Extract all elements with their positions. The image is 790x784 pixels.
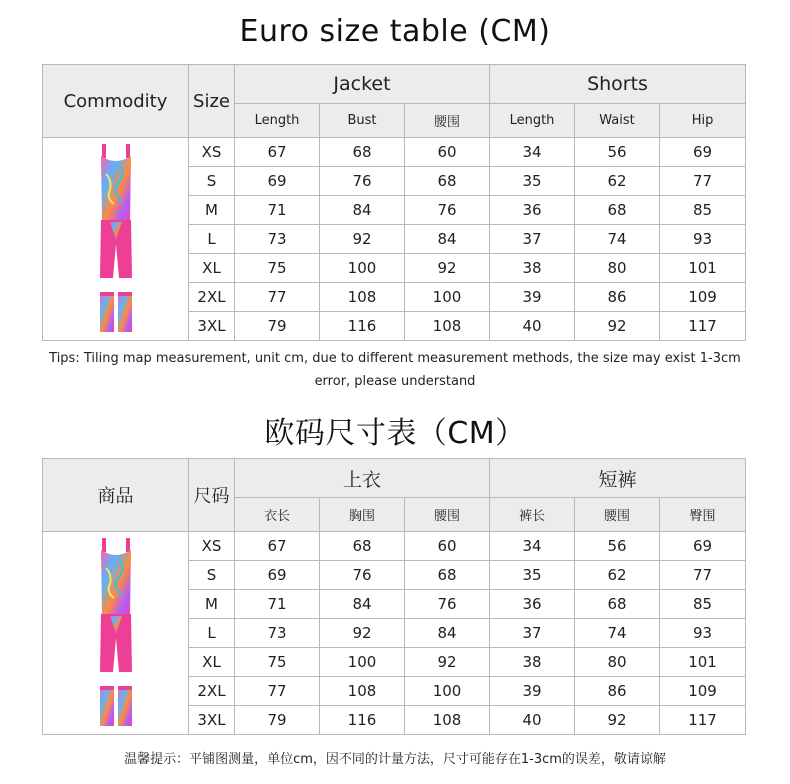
shorts-hip-cell: 85 xyxy=(660,590,746,619)
jacket-waist-cell: 60 xyxy=(405,138,490,167)
shorts-header: 短裤 xyxy=(490,459,746,498)
jacket-waist-cell: 92 xyxy=(405,254,490,283)
swimsuit-product-image xyxy=(96,538,136,728)
shorts-hip-cell: 69 xyxy=(660,532,746,561)
jacket-bust-header: Bust xyxy=(320,104,405,138)
jacket-waist-cell: 76 xyxy=(405,196,490,225)
shorts-length-cell: 37 xyxy=(490,225,575,254)
jacket-bust-cell: 100 xyxy=(320,254,405,283)
chinese-size-title: 欧码尺寸表（CM） xyxy=(264,416,526,451)
shorts-length-cell: 39 xyxy=(490,677,575,706)
shorts-hip-header: 臀围 xyxy=(660,498,746,532)
jacket-length-cell: 75 xyxy=(235,254,320,283)
shorts-hip-cell: 77 xyxy=(660,561,746,590)
jacket-bust-header: 胸围 xyxy=(320,498,405,532)
jacket-waist-cell: 76 xyxy=(405,590,490,619)
shorts-length-cell: 34 xyxy=(490,532,575,561)
product-cell xyxy=(43,532,189,735)
shorts-hip-cell: 109 xyxy=(660,283,746,312)
shorts-waist-cell: 56 xyxy=(575,138,660,167)
size-cell: XL xyxy=(189,254,235,283)
jacket-waist-cell: 68 xyxy=(405,167,490,196)
shorts-hip-cell: 117 xyxy=(660,706,746,735)
shorts-hip-cell: 77 xyxy=(660,167,746,196)
commodity-header: Commodity xyxy=(43,65,189,138)
shorts-hip-cell: 93 xyxy=(660,619,746,648)
jacket-length-cell: 67 xyxy=(235,532,320,561)
commodity-header: 商品 xyxy=(43,459,189,532)
table-row xyxy=(43,532,746,561)
shorts-waist-cell: 86 xyxy=(575,283,660,312)
size-cell: S xyxy=(189,167,235,196)
shorts-header: Shorts xyxy=(490,65,746,104)
jacket-length-header: 衣长 xyxy=(235,498,320,532)
size-header: 尺码 xyxy=(189,459,235,532)
shorts-waist-cell: 74 xyxy=(575,225,660,254)
jacket-waist-cell: 84 xyxy=(405,225,490,254)
shorts-waist-cell: 74 xyxy=(575,619,660,648)
jacket-waist-cell: 60 xyxy=(405,532,490,561)
shorts-length-header: 裤长 xyxy=(490,498,575,532)
size-cell: L xyxy=(189,225,235,254)
jacket-length-cell: 69 xyxy=(235,167,320,196)
jacket-bust-cell: 92 xyxy=(320,225,405,254)
jacket-waist-cell: 68 xyxy=(405,561,490,590)
jacket-length-cell: 73 xyxy=(235,619,320,648)
shorts-length-cell: 36 xyxy=(490,590,575,619)
size-cell: XS xyxy=(189,138,235,167)
jacket-waist-cell: 92 xyxy=(405,648,490,677)
product-cell xyxy=(43,138,189,341)
jacket-bust-cell: 76 xyxy=(320,561,405,590)
size-cell: M xyxy=(189,196,235,225)
jacket-length-cell: 77 xyxy=(235,677,320,706)
euro-size-title: Euro size table (CM) xyxy=(239,14,551,49)
shorts-hip-cell: 109 xyxy=(660,677,746,706)
shorts-length-cell: 39 xyxy=(490,283,575,312)
table-row xyxy=(43,138,746,167)
size-cell: 3XL xyxy=(189,312,235,341)
jacket-waist-cell: 108 xyxy=(405,706,490,735)
jacket-bust-cell: 84 xyxy=(320,196,405,225)
size-cell: XS xyxy=(189,532,235,561)
size-cell: L xyxy=(189,619,235,648)
jacket-bust-cell: 100 xyxy=(320,648,405,677)
jacket-bust-cell: 108 xyxy=(320,677,405,706)
shorts-length-cell: 38 xyxy=(490,254,575,283)
shorts-waist-cell: 92 xyxy=(575,312,660,341)
shorts-waist-cell: 80 xyxy=(575,254,660,283)
size-cell: XL xyxy=(189,648,235,677)
shorts-length-header: Length xyxy=(490,104,575,138)
shorts-length-cell: 37 xyxy=(490,619,575,648)
shorts-hip-cell: 93 xyxy=(660,225,746,254)
shorts-waist-cell: 56 xyxy=(575,532,660,561)
jacket-bust-cell: 116 xyxy=(320,312,405,341)
jacket-bust-cell: 76 xyxy=(320,167,405,196)
shorts-waist-cell: 62 xyxy=(575,561,660,590)
shorts-length-cell: 35 xyxy=(490,561,575,590)
shorts-hip-cell: 101 xyxy=(660,254,746,283)
jacket-waist-cell: 84 xyxy=(405,619,490,648)
shorts-hip-cell: 101 xyxy=(660,648,746,677)
jacket-length-header: Length xyxy=(235,104,320,138)
euro-size-table xyxy=(42,64,746,341)
shorts-hip-cell: 117 xyxy=(660,312,746,341)
jacket-waist-cell: 100 xyxy=(405,677,490,706)
size-cell: 3XL xyxy=(189,706,235,735)
size-cell: 2XL xyxy=(189,283,235,312)
jacket-length-cell: 71 xyxy=(235,196,320,225)
size-cell: S xyxy=(189,561,235,590)
shorts-hip-cell: 69 xyxy=(660,138,746,167)
shorts-hip-header: Hip xyxy=(660,104,746,138)
jacket-header: 上衣 xyxy=(235,459,490,498)
jacket-length-cell: 75 xyxy=(235,648,320,677)
shorts-length-cell: 35 xyxy=(490,167,575,196)
shorts-hip-cell: 85 xyxy=(660,196,746,225)
size-header: Size xyxy=(189,65,235,138)
jacket-length-cell: 79 xyxy=(235,706,320,735)
shorts-length-cell: 38 xyxy=(490,648,575,677)
shorts-waist-header: Waist xyxy=(575,104,660,138)
swimsuit-product-image xyxy=(96,144,136,334)
jacket-bust-cell: 116 xyxy=(320,706,405,735)
jacket-waist-header: 腰围 xyxy=(405,498,490,532)
jacket-bust-cell: 68 xyxy=(320,138,405,167)
jacket-header: Jacket xyxy=(235,65,490,104)
jacket-length-cell: 73 xyxy=(235,225,320,254)
shorts-length-cell: 36 xyxy=(490,196,575,225)
shorts-waist-cell: 92 xyxy=(575,706,660,735)
shorts-waist-cell: 80 xyxy=(575,648,660,677)
shorts-waist-cell: 68 xyxy=(575,196,660,225)
jacket-bust-cell: 92 xyxy=(320,619,405,648)
jacket-length-cell: 71 xyxy=(235,590,320,619)
jacket-waist-cell: 108 xyxy=(405,312,490,341)
shorts-length-cell: 40 xyxy=(490,706,575,735)
size-cell: M xyxy=(189,590,235,619)
tips-note: Tips: Tiling map measurement, unit cm, due to different measurement methods, the size may exist 1-3cm error, please understand xyxy=(49,351,741,389)
jacket-length-cell: 69 xyxy=(235,561,320,590)
shorts-length-cell: 40 xyxy=(490,312,575,341)
jacket-length-cell: 67 xyxy=(235,138,320,167)
shorts-waist-header: 腰围 xyxy=(575,498,660,532)
jacket-length-cell: 77 xyxy=(235,283,320,312)
tips-note: 温馨提示：平铺图测量，单位cm，因不同的计量方法，尺寸可能存在1-3cm的误差，敬请谅解 xyxy=(124,752,666,767)
jacket-waist-header: 腰围 xyxy=(405,104,490,138)
size-cell: 2XL xyxy=(189,677,235,706)
jacket-waist-cell: 100 xyxy=(405,283,490,312)
shorts-length-cell: 34 xyxy=(490,138,575,167)
shorts-waist-cell: 86 xyxy=(575,677,660,706)
jacket-length-cell: 79 xyxy=(235,312,320,341)
shorts-waist-cell: 68 xyxy=(575,590,660,619)
jacket-bust-cell: 84 xyxy=(320,590,405,619)
jacket-bust-cell: 108 xyxy=(320,283,405,312)
chinese-size-table xyxy=(42,458,746,735)
jacket-bust-cell: 68 xyxy=(320,532,405,561)
shorts-waist-cell: 62 xyxy=(575,167,660,196)
